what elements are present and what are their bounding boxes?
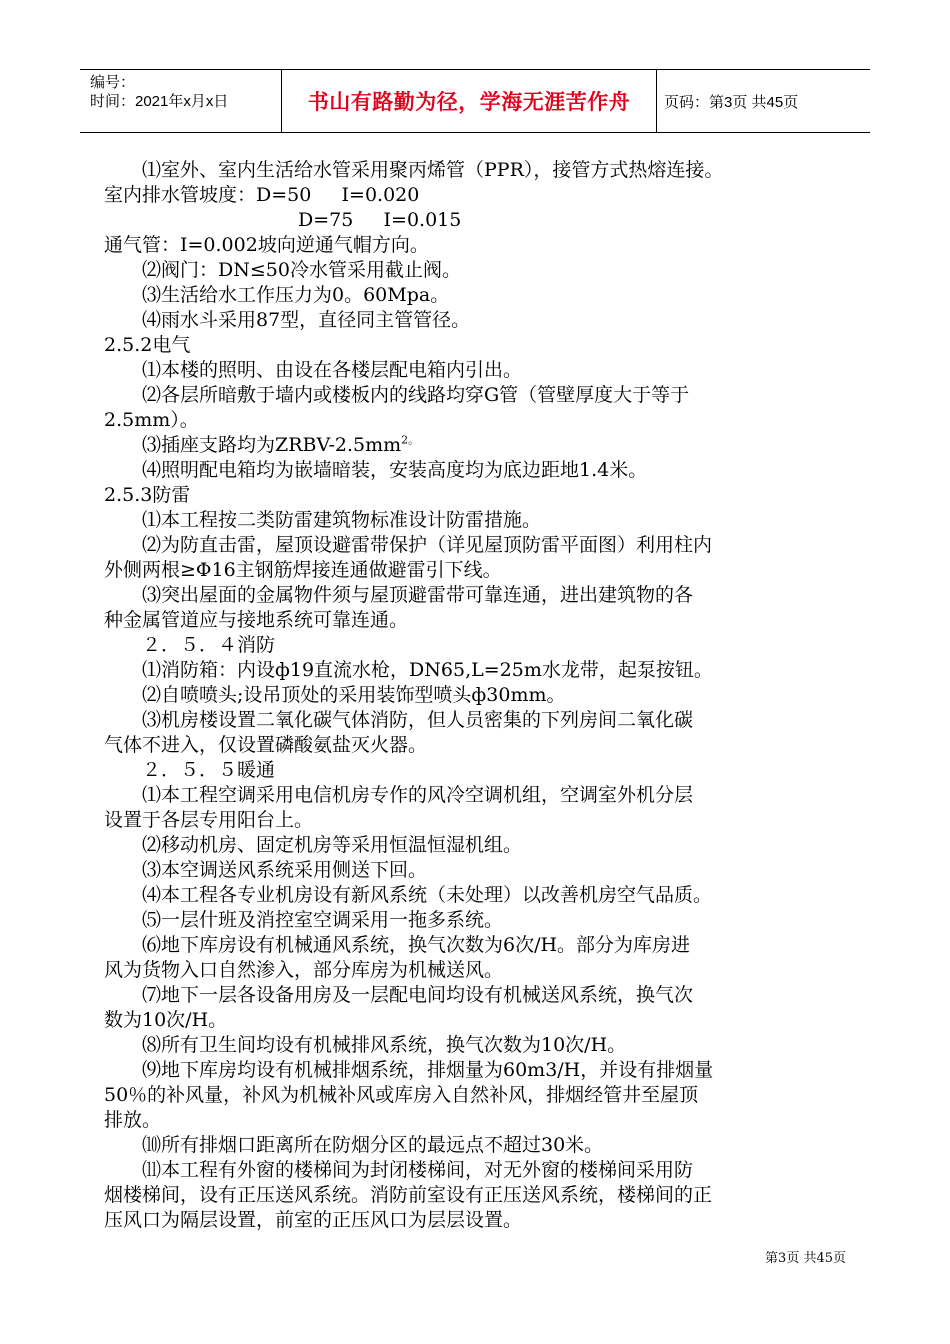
section-heading: 2.5.3防雷 bbox=[104, 484, 191, 506]
text-line: ⑴本工程空调采用电信机房专作的风冷空调机组，空调室外机分层 bbox=[142, 784, 694, 806]
superscript: 2 bbox=[401, 433, 409, 447]
page-label: 页码：第3页 共45页 bbox=[664, 93, 799, 111]
text-line: ⑵自喷喷头;设吊顶处的采用装饰型喷头ф30mm。 bbox=[142, 684, 566, 706]
text-line: ⑵各层所暗敷于墙内或楼板内的线路均穿G管（管壁厚度大于等于 bbox=[142, 384, 690, 406]
text-line: D=75 I=0.015 bbox=[298, 209, 462, 231]
text-line: ⑴本楼的照明、由设在各楼层配电箱内引出。 bbox=[142, 359, 523, 381]
header-page-cell bbox=[657, 70, 870, 132]
header-meta bbox=[80, 70, 282, 132]
text-line: 排放。 bbox=[104, 1109, 162, 1131]
text-line: ⑼地下库房均设有机械排烟系统，排烟量为60m3/H，并设有排烟量 bbox=[142, 1059, 714, 1081]
text-segment: ⑶插座支路均为ZRBV-2.5mm bbox=[142, 434, 402, 456]
text-line: 50％的补风量，补风为机械补风或库房入自然补风，排烟经管井至屋顶 bbox=[104, 1084, 699, 1106]
text-line: ⑴本工程按二类防雷建筑物标准设计防雷措施。 bbox=[142, 509, 542, 531]
document-body bbox=[104, 158, 849, 1233]
text-line: ⑹地下库房设有机械通风系统，换气次数为6次/H。部分为库房进 bbox=[142, 934, 691, 956]
text-line: ⑷照明配电箱均为嵌墙暗装，安装高度均为底边距地1.4米。 bbox=[142, 459, 648, 481]
text-line: ⑺地下一层各设备用房及一层配电间均设有机械送风系统，换气次 bbox=[142, 984, 694, 1006]
text-line: 外侧两根≥Φ16主钢筋焊接连通做避雷引下线。 bbox=[104, 559, 502, 581]
page-footer: 第3页 共45页 bbox=[765, 1251, 846, 1266]
text-line: 数为10次/H。 bbox=[104, 1009, 228, 1031]
text-line: 气体不进入，仅设置磷酸氨盐灭火器。 bbox=[104, 734, 428, 756]
section-heading: ２．５．５暖通 bbox=[142, 759, 276, 781]
section-heading: ２．５．４消防 bbox=[142, 634, 276, 656]
text-line: ⑵为防直击雷，屋顶设避雷带保护（详见屋顶防雷平面图）利用柱内 bbox=[142, 534, 713, 556]
text-line: 设置于各层专用阳台上。 bbox=[104, 809, 314, 831]
text-line: ⑷本工程各专业机房设有新风系统（未处理）以改善机房空气品质。 bbox=[142, 884, 713, 906]
text-line: 风为货物入口自然渗入，部分库房为机械送风。 bbox=[104, 959, 504, 981]
text-line: ⑵阀门：DN≤50冷水管采用截止阀。 bbox=[142, 259, 461, 281]
text-line: 种金属管道应与接地系统可靠连通。 bbox=[104, 609, 409, 631]
text-line: 通气管：I=0.002坡向逆通气帽方向。 bbox=[104, 234, 429, 256]
text-line: ⑷雨水斗采用87型，直径同主管管径。 bbox=[142, 309, 471, 331]
text-line: ⑵移动机房、固定机房等采用恒温恒湿机组。 bbox=[142, 834, 523, 856]
text-line: ⑶生活给水工作压力为0。60Mpa。 bbox=[142, 284, 450, 306]
section-heading: 2.5.2电气 bbox=[104, 334, 191, 356]
text-line: 压风口为隔层设置，前室的正压风口为层层设置。 bbox=[104, 1209, 523, 1231]
text-line: ⑸一层什班及消控室空调采用一拖多系统。 bbox=[142, 909, 504, 931]
text-line: ⑶机房楼设置二氧化碳气体消防，但人员密集的下列房间二氧化碳 bbox=[142, 709, 694, 731]
text-line: ⑾本工程有外窗的楼梯间为封闭楼梯间，对无外窗的楼梯间采用防 bbox=[142, 1159, 694, 1181]
text-line: ⑴室外、室内生活给水管采用聚丙烯管（PPR），接管方式热熔连接。 bbox=[142, 159, 724, 181]
number-label: 编号： bbox=[90, 74, 136, 91]
date-label: 时间：2021年x月x日 bbox=[90, 93, 229, 110]
text-line: 烟楼梯间，设有正压送风系统。消防前室设有正压送风系统，楼梯间的正 bbox=[104, 1184, 713, 1206]
text-line: 2.5mm）。 bbox=[104, 409, 199, 431]
text-line: ⑶突出屋面的金属物件须与屋顶避雷带可靠连通，进出建筑物的各 bbox=[142, 584, 694, 606]
header-motto-cell bbox=[282, 70, 657, 132]
text-line: ⑴消防箱：内设ф19直流水枪，DN65,L=25m水龙带，起泵按钮。 bbox=[142, 659, 713, 681]
text-line: ⑽所有排烟口距离所在防烟分区的最远点不超过30米。 bbox=[142, 1134, 604, 1156]
superscript-mark: 。 bbox=[408, 433, 420, 447]
text-line: ⑻所有卫生间均设有机械排风系统，换气次数为10次/H。 bbox=[142, 1034, 627, 1056]
motto: 书山有路勤为径，学海无涯苦作舟 bbox=[307, 91, 631, 114]
text-line bbox=[104, 433, 849, 458]
text-line: 室内排水管坡度：D=50 I=0.020 bbox=[104, 184, 420, 206]
text-line: ⑶本空调送风系统采用侧送下回。 bbox=[142, 859, 428, 881]
page-header bbox=[80, 69, 870, 133]
